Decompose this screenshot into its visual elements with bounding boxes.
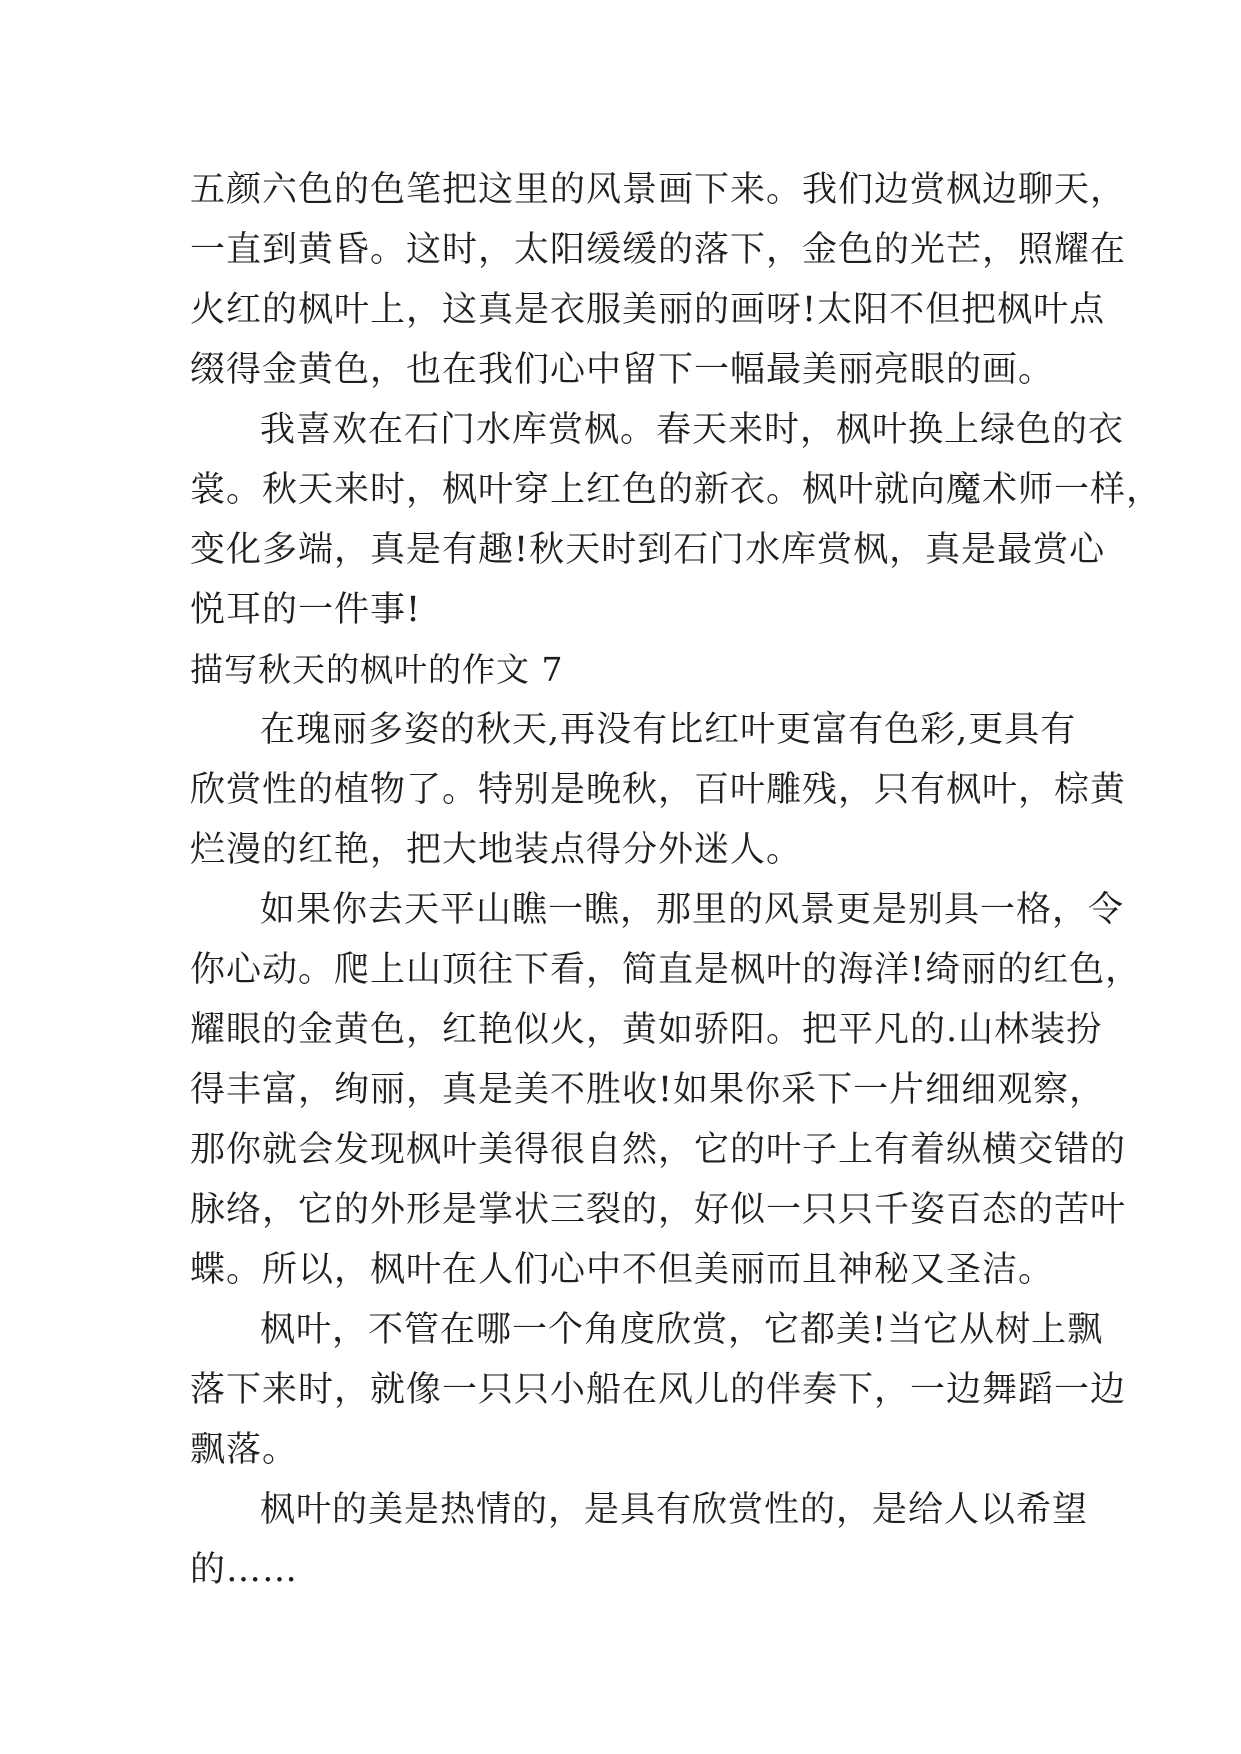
text-line: 你心动。爬上山顶往下看，简直是枫叶的海洋!绮丽的红色， [190, 950, 1142, 990]
text-line: 的…… [190, 1550, 299, 1590]
text-line: 变化多端，真是有趣!秋天时到石门水库赏枫，真是最赏心 [190, 530, 1106, 570]
text-line: 烂漫的红艳，把大地装点得分外迷人。 [190, 830, 803, 870]
text-line: 火红的枫叶上，这真是衣服美丽的画呀!太阳不但把枫叶点 [190, 290, 1106, 330]
paragraph-first-line: 枫叶的美是热情的，是具有欣赏性的，是给人以希望 [260, 1490, 1089, 1530]
text-line: 欣赏性的植物了。特别是晚秋，百叶雕残，只有枫叶，棕黄 [190, 770, 1127, 810]
text-line: 耀眼的金黄色，红艳似火，黄如骄阳。把平凡的.山林装扮 [190, 1010, 1103, 1050]
text-line: 得丰富，绚丽，真是美不胜收!如果你采下一片细细观察， [190, 1070, 1106, 1110]
text-line: 一直到黄昏。这时，太阳缓缓的落下，金色的光芒，照耀在 [190, 230, 1127, 270]
text-line: 悦耳的一件事! [190, 590, 422, 630]
text-line: 裳。秋天来时，枫叶穿上红色的新衣。枫叶就向魔术师一样， [190, 470, 1163, 510]
paragraph-first-line: 我喜欢在石门水库赏枫。春天来时，枫叶换上绿色的衣 [260, 410, 1125, 450]
text-line: 缀得金黄色，也在我们心中留下一幅最美丽亮眼的画。 [190, 350, 1055, 390]
paragraph-first-line: 枫叶，不管在哪一个角度欣赏，它都美!当它从树上飘 [260, 1310, 1104, 1350]
paragraph-first-line: 在瑰丽多姿的秋天,再没有比红叶更富有色彩,更具有 [260, 710, 1077, 750]
text-line: 蝶。所以，枫叶在人们心中不但美丽而且神秘又圣洁。 [190, 1250, 1055, 1290]
text-line: 那你就会发现枫叶美得很自然，它的叶子上有着纵横交错的 [190, 1130, 1127, 1170]
section-title: 描写秋天的枫叶的作文 7 [190, 650, 564, 689]
essay-body [190, 160, 1163, 1600]
text-line: 脉络，它的外形是掌状三裂的，好似一只只千姿百态的苦叶 [190, 1190, 1127, 1230]
text-line: 五颜六色的色笔把这里的风景画下来。我们边赏枫边聊天， [190, 170, 1127, 210]
text-line: 落下来时，就像一只只小船在风儿的伴奏下，一边舞蹈一边 [190, 1370, 1127, 1410]
paragraph-first-line: 如果你去天平山瞧一瞧，那里的风景更是别具一格，令 [260, 890, 1125, 930]
text-line: 飘落。 [190, 1430, 299, 1470]
